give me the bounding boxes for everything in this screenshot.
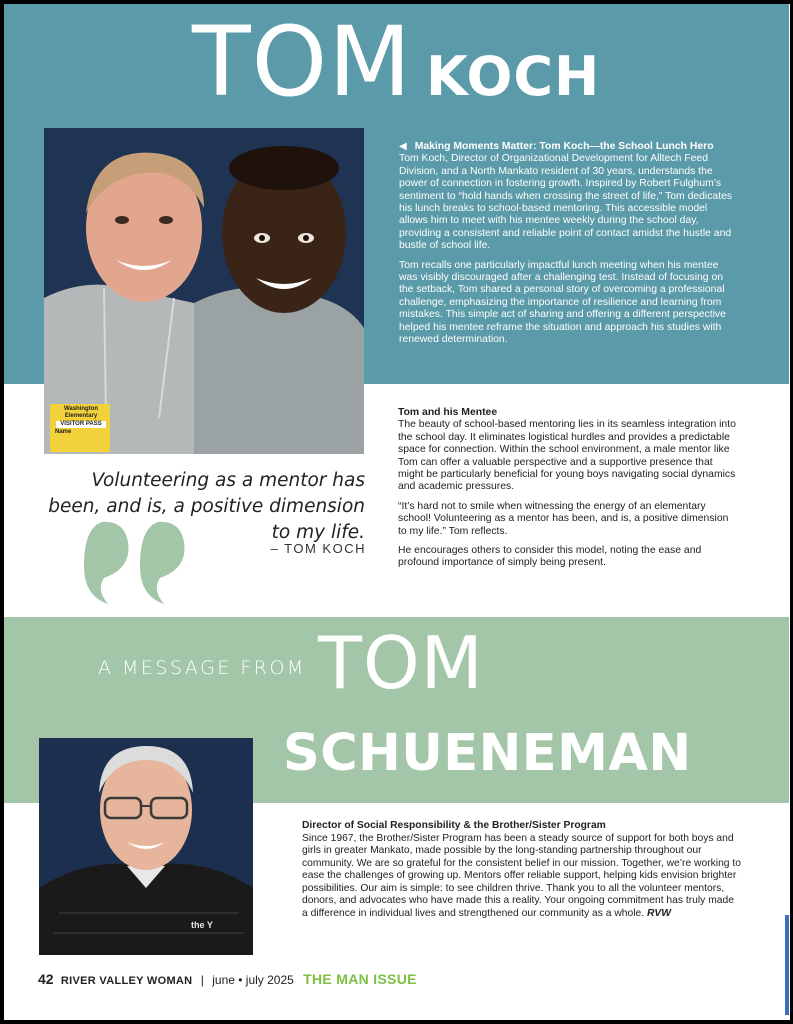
- message-last-name: SCHUENEMAN: [283, 724, 692, 783]
- rvw-signoff: RVW: [646, 907, 672, 919]
- article-title: [192, 6, 601, 118]
- tom-and-mentee-photo: [44, 128, 364, 454]
- feature-paragraph-1: Tom Koch, Director of Organizational Development for Alltech Feed Division, and a North Mankato resident of 30 years, understands the power of connection in fostering growth. Inspired by Robert Fulghum’s sentiment to “hold hands when crossing the street of life,” Tom dedicates his lunch breaks to school-based mentoring. This accessible model allows him to meet with his mentee weekly during the school day, providing a consistent and reliable point of contact amidst the hustle and bustle of school life.: [399, 153, 733, 252]
- feature-paragraph-2: Tom recalls one particularly impactful lunch meeting when his mentee was visibly discouraged after a challenging test. Instead of focusing on the setback, Tom shared a personal story of overcoming a professional challenge, emphasizing the importance of resilience and learning from mistakes. This simple act of sharing and offering a different perspective helped his mentee reframe the situation and approach his studies with renewed determination.: [399, 259, 726, 346]
- ymca-logo: the Y: [191, 920, 213, 930]
- visitor-pass-text: [52, 406, 110, 436]
- footer-separator: |: [200, 973, 204, 987]
- issue-date: june • july 2025: [212, 973, 294, 987]
- section-heading: Tom and his Mentee: [398, 407, 498, 418]
- page-footer: [38, 971, 417, 987]
- badge-line-4: Name: [55, 429, 72, 435]
- feature-paragraph-4: “It’s hard not to smile when witnessing the energy of an elementary school! Volunteering as a mentor has been, and is, a positive dimension to my life.” Tom reflects.: [398, 500, 729, 537]
- feature-paragraph-5: He encourages others to consider this model, noting the ease and profound importance of simply being present.: [398, 545, 702, 569]
- feature-intro-text: [399, 141, 737, 354]
- pull-quote-attribution: – TOM KOCH: [270, 541, 366, 556]
- feature-paragraph-3: The beauty of school-based mentoring lies in its seamless integration into the school day. It eliminates logistical hurdles and provides a predictable space for connection. Within the school environment, a male mentor like Tom can offer a valuable perspective and a supportive presence that might be particularly beneficial for young boys navigating social dynamics and academic pressures.: [398, 419, 736, 493]
- pull-quote: Volunteering as a mentor has been, and is, a positive dimension to my life.: [48, 470, 365, 543]
- badge-line-3: VISITOR PASS: [56, 421, 106, 428]
- badge-line-1: Washington: [63, 406, 99, 412]
- feature-body-text: [398, 407, 738, 577]
- quotation-mark-icon: [82, 520, 192, 611]
- page-number: 42: [38, 971, 54, 987]
- publication-name: RIVER VALLEY WOMAN: [60, 975, 193, 987]
- adjacent-page-edge: [785, 915, 789, 1015]
- bio-heading: Director of Social Responsibility & the Brother/Sister Program: [302, 820, 606, 831]
- badge-line-2: Elementary: [64, 413, 98, 419]
- tom-schueneman-photo: [39, 738, 253, 955]
- title-last-name: KOCH: [426, 45, 601, 108]
- message-first-name: TOM: [318, 621, 484, 705]
- message-intro: A MESSAGE FROM: [98, 657, 306, 679]
- title-first-name: TOM: [192, 6, 413, 118]
- left-arrow-icon: ◀: [399, 141, 407, 152]
- bio-text: Since 1967, the Brother/Sister Program has been a steady source of support for both boys and girls in greater Mankato, made possible by the long-standing partnership throughout our community. We are so grateful for the consistent belief in our mission. Together, we’re working to ease the challenges of growing up. Mentors offer reliable support, helping kids envision brighter possibilities. Our aim is simple: to see children thrive. Thank you to all the volunteer mentors, donors, and advocates who have made this a reality. Your ongoing commitment has truly made a difference in individual lives and strengthened our community as a whole.: [302, 832, 741, 919]
- issue-name: THE MAN ISSUE: [303, 971, 417, 987]
- message-bio: [302, 820, 742, 920]
- feature-lead-title: Making Moments Matter: Tom Koch—the School Lunch Hero: [414, 141, 714, 152]
